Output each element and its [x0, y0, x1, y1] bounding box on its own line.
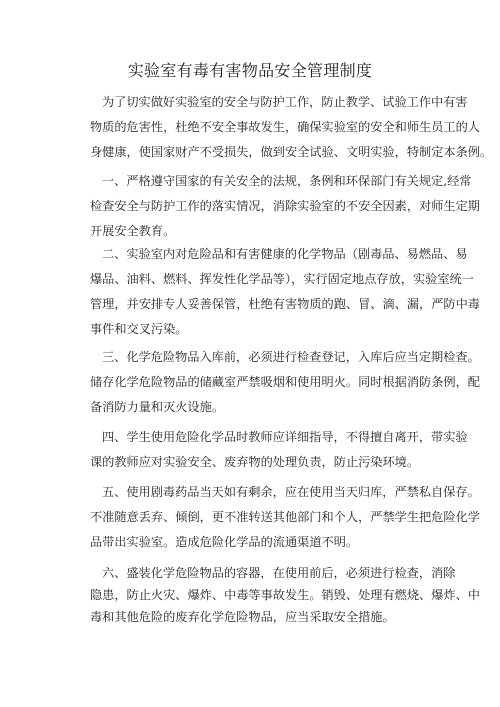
text-line: 管理，并安排专人妥善保管，杜绝有害物质的跑、冒、滴、漏，严防中毒 — [90, 297, 480, 311]
text-line: 物质的危害性，杜绝不安全事故发生，确保实验室的安全和师生员工的人 — [90, 120, 480, 134]
paragraph-article-4 — [90, 425, 468, 475]
paragraph-article-6 — [90, 562, 480, 628]
text-line: 备消防力量和灭火设施。 — [90, 400, 225, 414]
text-line: 四、学生使用危险化学品时教师应详细指导，不得擅自离开，带实验 — [102, 430, 468, 444]
paragraph-article-2 — [90, 242, 480, 342]
text-line: 五、使用剧毒药品当天如有剩余，应在使用当天归库，严禁私自保存。 — [102, 485, 480, 499]
text-line: 开展安全教育。 — [90, 224, 176, 238]
text-line: 一、严格遵守国家的有关安全的法规，条例和环保部门有关规定,经常 — [102, 174, 472, 188]
text-line: 品带出实验室。造成危险化学品的流通渠道不明。 — [90, 535, 359, 549]
text-line: 六、盛装化学危险物品的容器，在使用前后，必须进行检查，消除 — [102, 566, 456, 580]
text-line: 三、化学危险物品入库前，必须进行检查登记，入库后应当定期检查。 — [102, 350, 480, 364]
text-line: 爆品、油料、燃料、挥发性化学品等），实行固定地点存放，实验室统一 — [90, 272, 474, 286]
text-line: 检查安全与防护工作的落实情况，消除实验室的不安全因素，对师生定期 — [90, 199, 480, 213]
text-line: 事件和交叉污染。 — [90, 322, 188, 336]
paragraph-article-1 — [90, 169, 480, 244]
paragraph-article-3 — [90, 345, 480, 420]
text-line: 不准随意丢弃、倾倒，更不准转送其他部门和个人，严禁学生把危险化学 — [90, 510, 480, 524]
text-line: 为了切实做好实验室的安全与防护工作，防止教学、试验工作中有害 — [102, 95, 468, 109]
text-line: 储存化学危险物品的储藏室严禁吸烟和使用明火。同时根据消防条例，配 — [90, 375, 480, 389]
text-line: 隐患，防止火灾、爆炸、中毒等事故发生。销毁、处理有燃烧、爆炸、中 — [90, 588, 480, 602]
text-line: 课的教师应对实验安全、废弃物的处理负责，防止污染环境。 — [90, 455, 420, 469]
paragraph-preamble — [90, 90, 493, 165]
text-line: 二、实验室内对危险品和有害健康的化学物品（剧毒品、易燃品、易 — [102, 247, 468, 261]
document-title: 实验室有毒有害物品安全管理制度 — [127, 61, 373, 80]
paragraph-article-5 — [90, 480, 480, 555]
text-line: 毒和其他危险的废弃化学危险物品，应当采取安全措施。 — [90, 610, 395, 624]
text-line: 身健康，使国家财产不受损失，做到安全试验、文明实验，特制定本条例。 — [90, 145, 493, 159]
